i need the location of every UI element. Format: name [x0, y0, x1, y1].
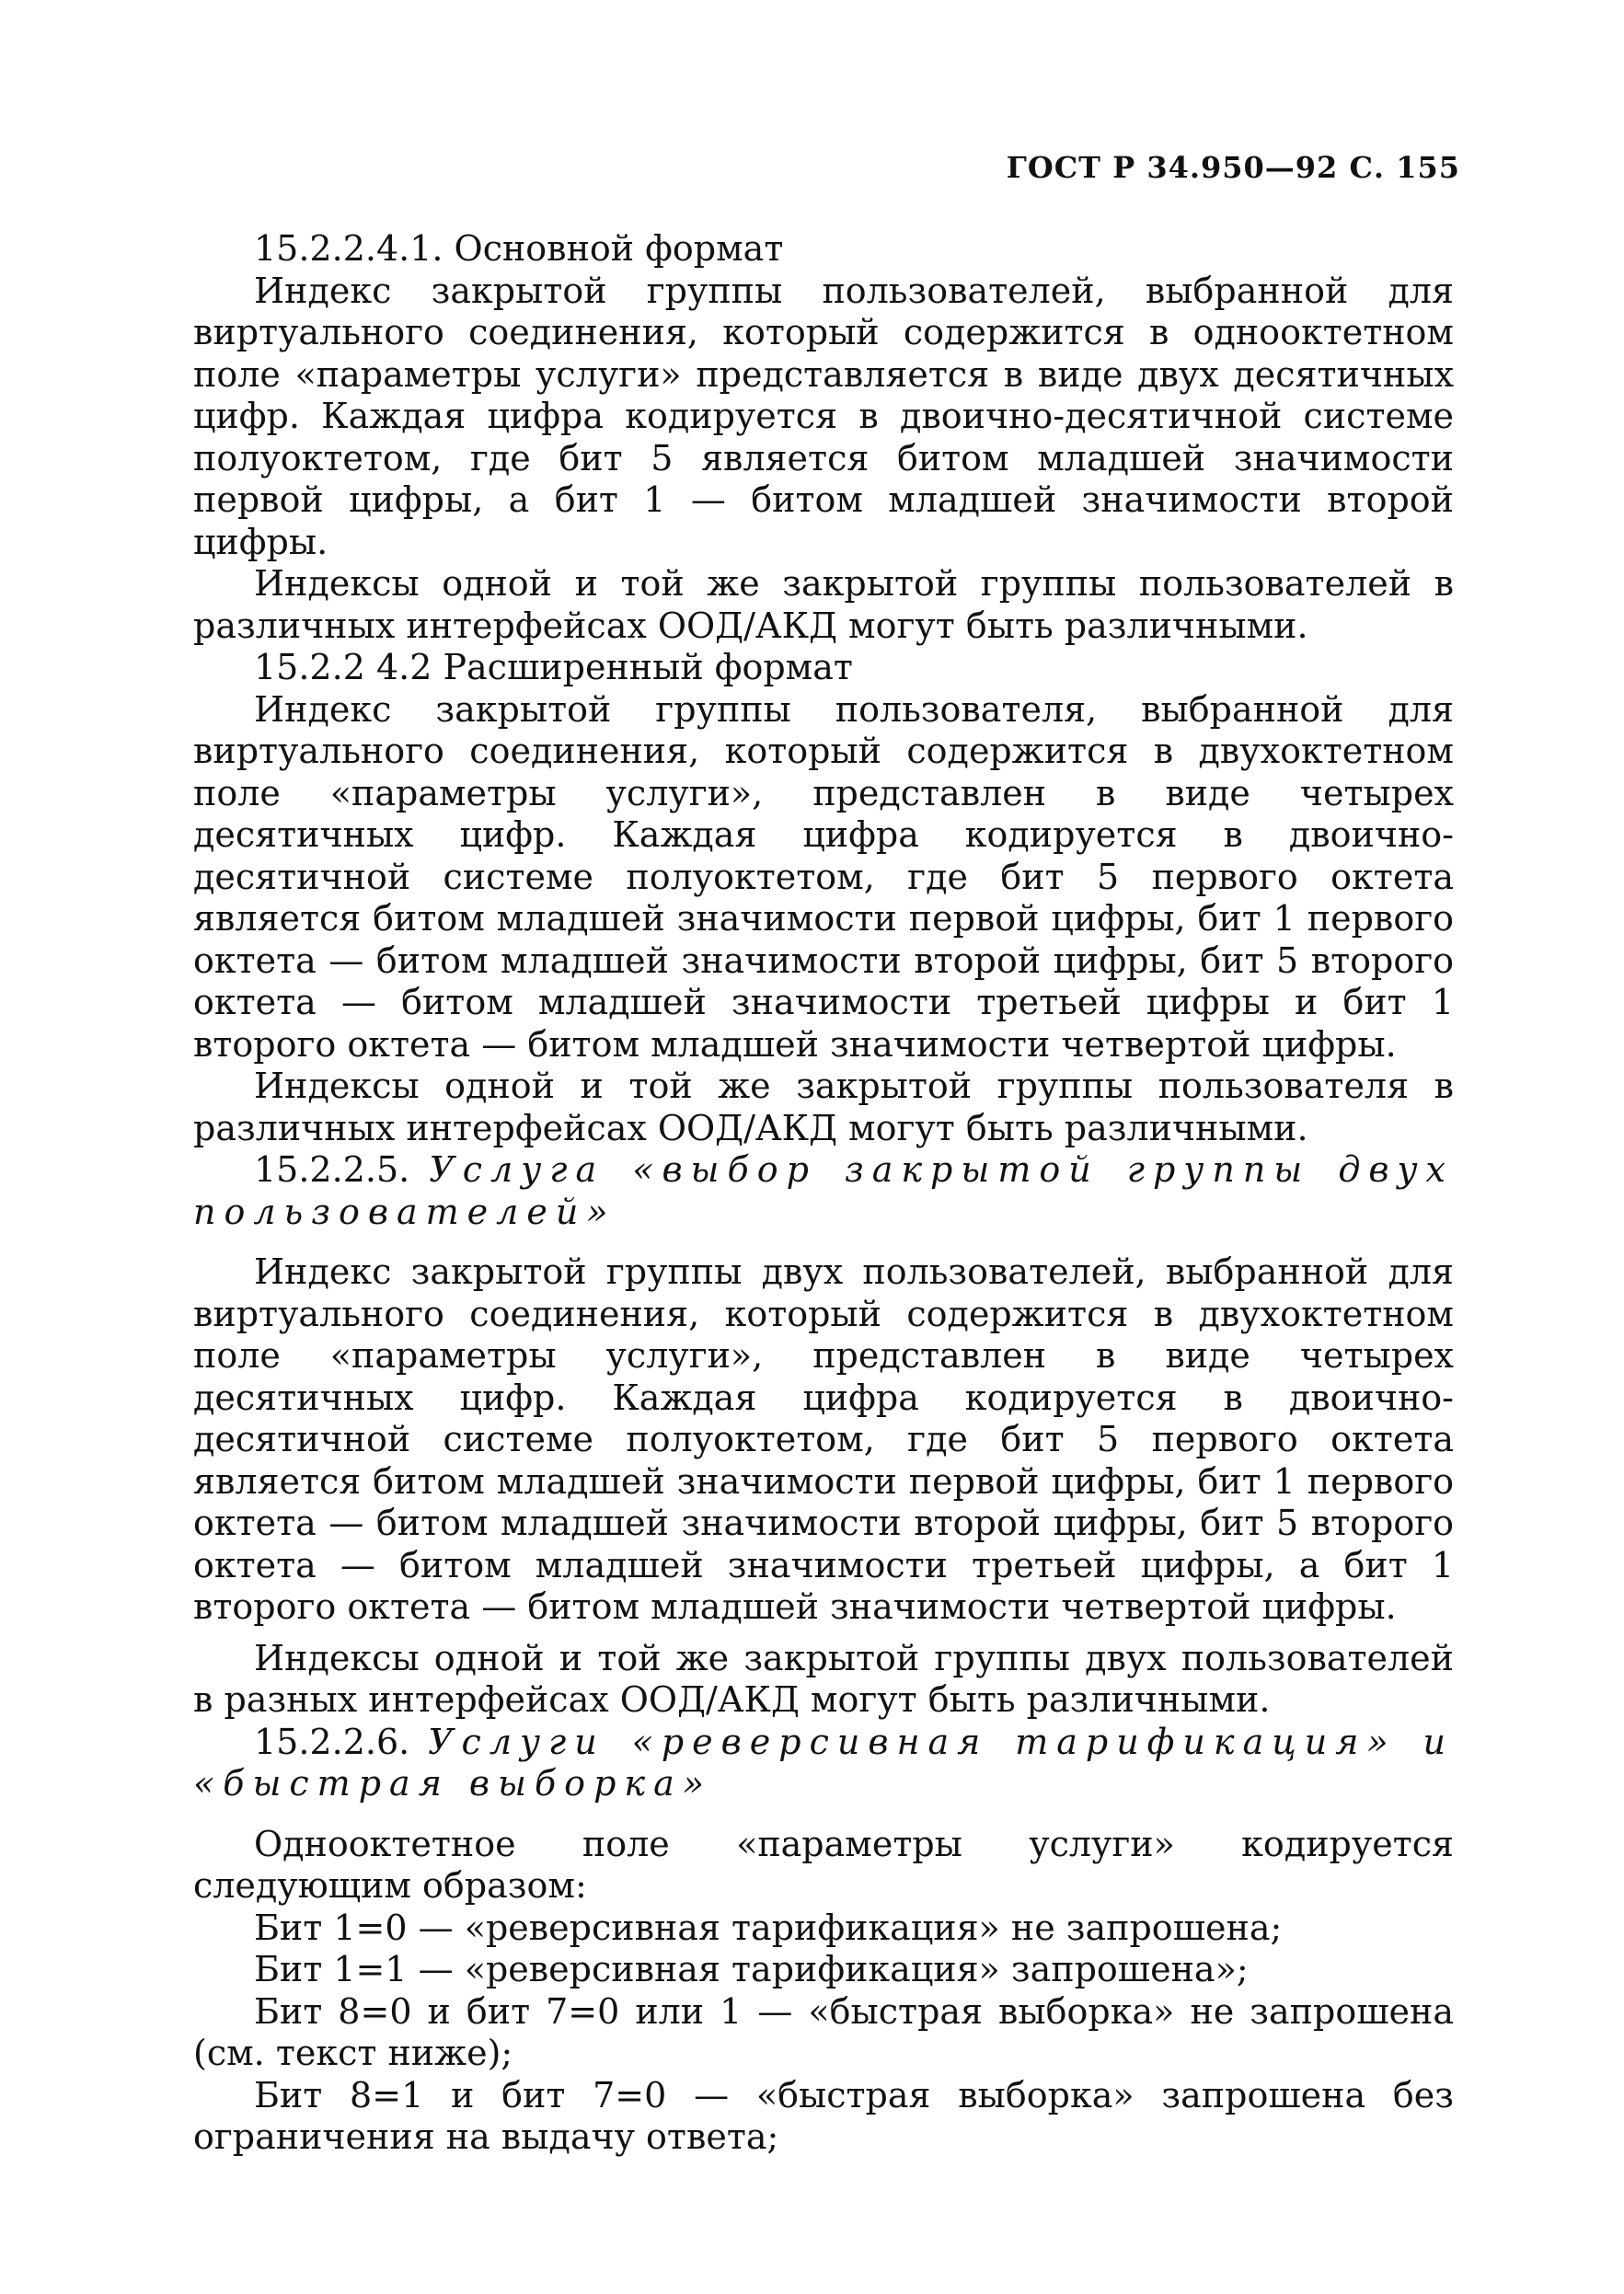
- paragraph: Индексы одной и той же закрытой группы пользователя в различных интерфейсах ООД/АКД могут быть различными.: [193, 1066, 1454, 1148]
- section-number: 15.2.2.5.: [254, 1149, 410, 1190]
- paragraph: Индекс закрытой группы пользователей, выбранной для виртуального соединения, который содержится в однооктетном поле «параметры услуги» представляется в виде двух десятичных цифр. Каждая цифра кодируется в двоично-десятичной системе полуоктетом, где бит 5 является битом младшей значимости первой цифры, а бит 1 — битом младшей значимости второй цифры.: [193, 270, 1454, 562]
- section-heading-two-user-cug: [193, 1149, 1454, 1192]
- section-title-extended-format: 15.2.2 4.2 Расширенный формат: [254, 647, 853, 687]
- section-title-basic-format: 15.2.2.4.1. Основной формат: [254, 228, 784, 269]
- page-body: [193, 228, 1454, 2159]
- page-header: ГОСТ Р 34.950—92 С. 155: [1006, 150, 1460, 185]
- section-title-line: «быстрая выборка»: [193, 1763, 712, 1804]
- paragraph: Однооктетное поле «параметры услуги» кодируется следующим образом:: [193, 1823, 1454, 1906]
- bit-definition-item: Бит 1=1 — «реверсивная тарификация» запрошена»;: [254, 1949, 1249, 1989]
- bit-definition-item: Бит 1=0 — «реверсивная тарификация» не запрошена;: [254, 1907, 1283, 1948]
- paragraph: Индексы одной и той же закрытой группы пользователей в различных интерфейсах ООД/АКД могут быть различными.: [193, 563, 1454, 646]
- section-title-line: Услуги «реверсивная тарификация» и: [428, 1721, 1454, 1762]
- paragraph: Индекс закрытой группы пользователя, выбранной для виртуального соединения, который содержится в двухоктетном поле «параметры услуги», представлен в виде четырех десятичных цифр. Каждая цифра кодируется в двоично-десятичной системе полуоктетом, где бит 5 первого октета является битом младшей значимости первой цифры, бит 1 первого октета — битом младшей значимости второй цифры, бит 5 второго октета — битом младшей значимости третьей цифры и бит 1 второго октета — битом младшей значимости четвертой цифры.: [193, 688, 1454, 1065]
- section-title-line: Услуга «выбор закрытой группы двух: [429, 1149, 1454, 1190]
- paragraph: Индекс закрытой группы двух пользователей, выбранной для виртуального соединения, который содержится в двухоктетном поле «параметры услуги», представлен в виде четырех десятичных цифр. Каждая цифра кодируется в двоично-десятичной системе полуоктетом, где бит 5 первого октета является битом младшей значимости первой цифры, бит 1 первого октета — битом младшей значимости второй цифры, бит 5 второго октета — битом младшей значимости третьей цифры, а бит 1 второго октета — битом младшей значимости четвертой цифры.: [193, 1251, 1454, 1627]
- paragraph: Индексы одной и той же закрытой группы двух пользователей в разных интерфейсах ООД/АКД могут быть различными.: [193, 1637, 1454, 1720]
- bit-definition-item: Бит 8=1 и бит 7=0 — «быстрая выборка» запрошена без ограничения на выдачу ответа;: [193, 2074, 1454, 2157]
- section-number: 15.2.2.6.: [254, 1721, 410, 1762]
- section-heading-reverse-charging: [193, 1722, 1454, 1764]
- bit-definition-item: Бит 8=0 и бит 7=0 или 1 — «быстрая выборка» не запрошена (см. текст ниже);: [193, 1990, 1454, 2073]
- section-title-line: пользователей»: [193, 1191, 616, 1232]
